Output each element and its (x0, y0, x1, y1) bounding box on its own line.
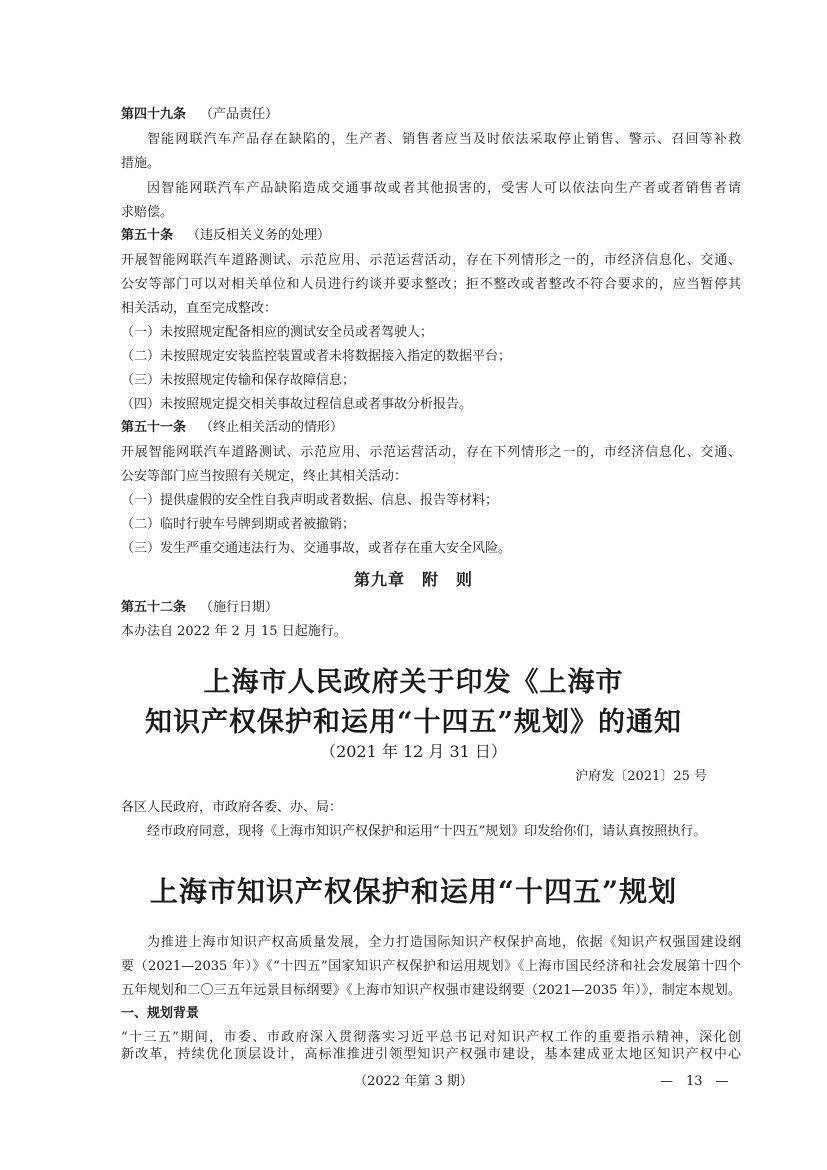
list-item: （一）提供虚假的安全性自我声明或者数据、信息、报告等材料； (121, 493, 499, 508)
paragraph-line: 本办法自 2022 年 2 月 15 日起施行。 (121, 624, 347, 639)
article-51-heading (121, 418, 741, 438)
notice-body: 经市政府同意，现将《上海市知识产权保护和运用“十四五”规划》印发给你们，请认真按照执行。 (147, 824, 707, 839)
article-number: 第五十二条 (121, 600, 187, 615)
notice-date: （2021 年 12 月 31 日） (320, 742, 507, 761)
article-49-heading (121, 105, 741, 125)
paragraph-line: “十三五”期间，市委、市政府深入贯彻落实习近平总书记对知识产权工作的重要指示精神，深化创 (121, 1030, 741, 1045)
document-number: 沪府发〔2021〕25 号 (575, 769, 707, 784)
list-item: （四）未按照规定提交相关事故过程信息或者事故分析报告。 (121, 397, 473, 412)
paragraph-line: 智能网联汽车产品存在缺陷的，生产者、销售者应当及时依法采取停止销售、警示、召回等补救 (147, 132, 741, 147)
notice-title-line-2: 知识产权保护和运用“十四五”规划》的通知 (144, 707, 683, 738)
paragraph-line: 因智能网联汽车产品缺陷造成交通事故或者其他损害的，受害人可以依法向生产者或者销售者请 (147, 181, 741, 196)
notice-title-line-1: 上海市人民政府关于印发《上海市 (203, 667, 624, 698)
list-item: （二）临时行驶车号牌到期或者被撤销； (121, 517, 356, 532)
plan-title: 上海市知识产权保护和运用“十四五”规划 (149, 875, 678, 908)
article-number: 第四十九条 (121, 107, 187, 122)
list-item: （三）未按照规定传输和保存故障信息； (121, 373, 356, 388)
paragraph-line: 措施。 (121, 156, 161, 171)
list-item: （二）未按照规定安装监控装置或者未将数据接入指定的数据平台； (121, 349, 512, 364)
paragraph-line: 为推进上海市知识产权高质量发展，全力打造国际知识产权保护高地，依据《知识产权强国建设纲 (147, 935, 741, 950)
paragraph-line: 新改革，持续优化顶层设计，高标准推进引领型知识产权强市建设，基本建成亚太地区知识产权中心 (121, 1047, 741, 1062)
list-item: （三）发生严重交通违法行为、交通事故，或者存在重大安全风险。 (121, 541, 512, 556)
issue-label: （2022 年第 3 期） (354, 1074, 473, 1089)
paragraph-line: 要（2021—2035 年）》《“十四五”国家知识产权保护和运用规划》《上海市国民经济和社会发展第十四个 (121, 959, 741, 974)
article-number: 第五十一条 (121, 420, 187, 435)
article-50-heading (121, 226, 741, 246)
article-52-heading (121, 598, 741, 618)
chapter-heading: 第九章 附 则 (353, 570, 473, 589)
paragraph-line: 求赔偿。 (121, 205, 174, 220)
section-heading: 一、规划背景 (121, 1006, 200, 1021)
article-number: 第五十条 (121, 228, 174, 243)
page-number: — 13 — (660, 1074, 729, 1089)
paragraph-line: 开展智能网联汽车道路测试、示范应用、示范运营活动，存在下列情形之一的，市经济信息化、交通、 (121, 253, 741, 268)
paragraph-line: 公安等部门应当按照有关规定，终止其相关活动： (121, 469, 408, 484)
article-subject: （施行日期） (200, 600, 279, 615)
paragraph-line: 五年规划和二〇三五年远景目标纲要》《上海市知识产权强市建设纲要（2021—2035 年）》，制定本规划。 (121, 983, 741, 998)
addressee: 各区人民政府，市政府各委、办、局： (121, 800, 343, 815)
list-item: （一）未按照规定配备相应的测试安全员或者驾驶人； (121, 325, 434, 340)
paragraph-line: 开展智能网联汽车道路测试、示范应用、示范运营活动，存在下列情形之一的，市经济信息化、交通、 (121, 445, 741, 460)
article-subject: （终止相关活动的情形） (200, 420, 344, 435)
paragraph-line: 相关活动，直至完成整改： (121, 301, 278, 316)
paragraph-line: 公安等部门可以对相关单位和人员进行约谈并要求整改；拒不整改或者整改不符合要求的，应当暂停其 (121, 277, 741, 292)
article-subject: （产品责任） (200, 107, 279, 122)
article-subject: （违反相关义务的处理） (187, 228, 331, 243)
